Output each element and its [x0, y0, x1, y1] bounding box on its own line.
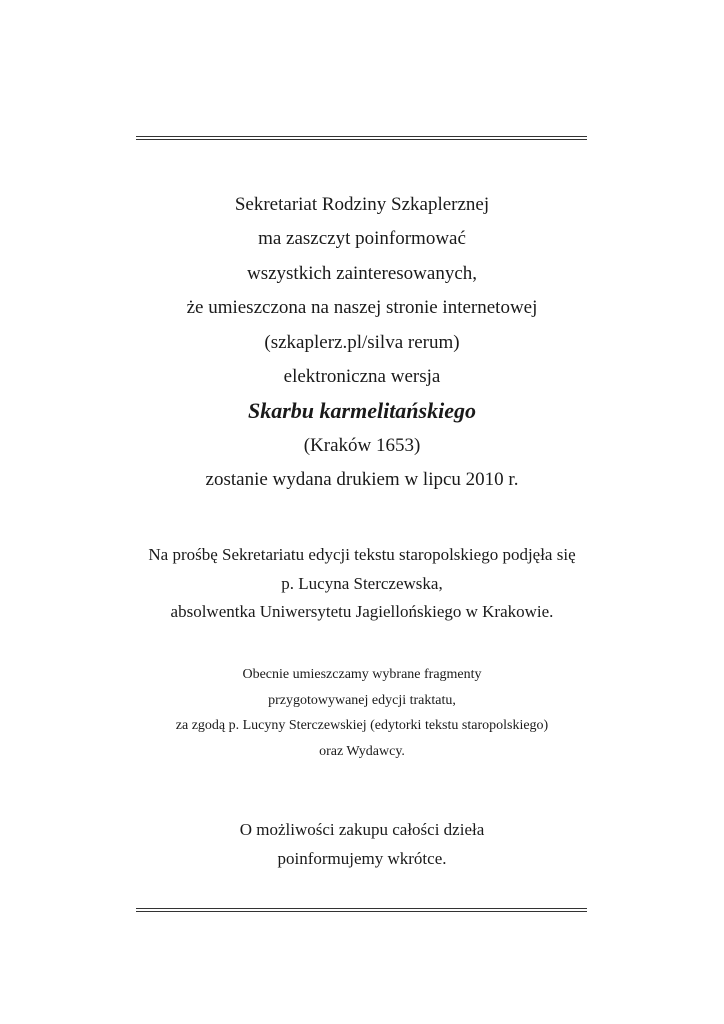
announcement-block [0, 188, 724, 498]
editor-block [0, 541, 724, 627]
announcement-line: wszystkich zainteresowanych, [246, 262, 478, 284]
top-double-rule [136, 136, 587, 140]
fragments-line: za zgodą p. Lucyny Sterczewskiej (edytorki tekstu staropolskiego) [175, 718, 549, 733]
website-reference: (szkaplerz.pl/silva rerum) [264, 331, 460, 353]
purchase-block [0, 815, 724, 873]
fragments-line: przygotowywanej edycji traktatu, [268, 692, 456, 708]
editor-line: absolwentka Uniwersytetu Jagiellońskiego w Krakowie. [170, 602, 554, 621]
fragments-line: Obecnie umieszczamy wybrane fragmenty [242, 667, 482, 682]
announcement-line: elektroniczna wersja [283, 366, 441, 388]
editor-line: Na prośbę Sekretariatu edycji tekstu staropolskiego podjęła się [148, 545, 576, 564]
publication-place-year: (Kraków 1653) [303, 434, 421, 456]
fragments-block [0, 662, 724, 764]
fragments-line: oraz Wydawcy. [319, 743, 405, 759]
purchase-line: poinformujemy wkrótce. [277, 849, 447, 868]
editor-name: p. Lucyna Sterczewska, [281, 573, 443, 593]
book-title: Skarbu karmelitańskiego [248, 398, 476, 424]
purchase-line: O możliwości zakupu całości dzieła [239, 820, 485, 839]
announcement-line: zostanie wydana drukiem w lipcu 2010 r. [205, 469, 519, 491]
bottom-double-rule [136, 908, 587, 912]
announcement-line: że umieszczona na naszej stronie internetowej [186, 297, 538, 319]
announcement-line: ma zaszczyt poinformować [258, 228, 466, 250]
announcement-line: Sekretariat Rodziny Szkaplerznej [234, 194, 490, 215]
